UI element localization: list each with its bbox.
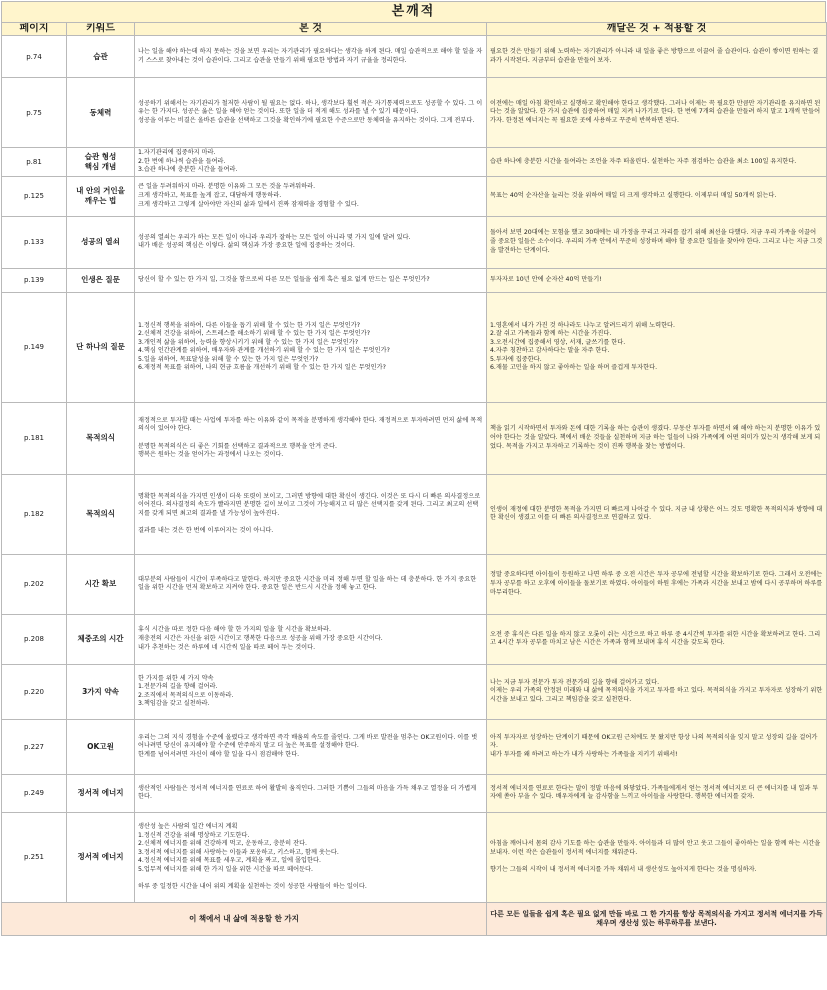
header-seen: 본 것	[135, 23, 487, 36]
keyword-cell: 단 하나의 질문	[67, 292, 135, 402]
sheet-title: 본깨적	[1, 1, 826, 22]
seen-cell: 1.자기관리에 집중하지 마라. 2.한 번에 하나씩 습관을 들여라. 3.습관 하나에 충분한 시간을 들여라.	[135, 148, 487, 177]
seen-cell: 생산성 높은 사람의 일간 에너지 계획 1.정신적 건강을 위해 명상하고 기도한다. 2.신체적 에너지를 위해 건강하게 먹고, 운동하고, 충분히 잔다. 3.정서적 에너지를 위해 사랑하는 이들과 포옹하고, 키스하고, 함께 웃는다. 4.정신적 에너지를 위해 목표를 세우고, 계획을 짜고, 일에 몰입한다. 5.업무적 에너지를 위해 한 가지 일을 위한 시간을 따로 떼어둔다. 하루 중 일정한 시간을 내어 위의 계획을 실천하는 것이 성공한 사람들이 하는 일이다.	[135, 812, 487, 902]
insight-cell: 이전에는 매일 아침 확인하고 실행하고 확인해야 한다고 생각했다. 그러나 이제는 꼭 필요한 만큼만 자기관리를 유지하면 된다는 것을 알았다. 한 가지 습관에 집중하여 매일 지켜 나가기로 한다. 한 번에 7개의 습관을 만들려 하지 말고 1개씩 만들어 가자. 한정된 에너지는 꼭 필요한 곳에 사용하고 꾸준히 반복하면 된다.	[487, 78, 827, 148]
insight-cell: 책을 읽기 시작하면서 투자와 돈에 대한 기록을 하는 습관이 생겼다. 부동산 투자를 하면서 왜 해야 하는지 분명한 이유가 있어야 한다는 것을 알았다. 책에서 배운 것들을 실천하며 지금 하는 일들이 나와 가족에게 어떤 의미가 있는지 생각해 보게 되었다. 목적을 가지고 투자하고 기록하는 것이 진짜 행복을 찾는 방법이다.	[487, 402, 827, 474]
page-cell: p.182	[2, 474, 67, 554]
insight-cell: 정말 중요하다면 아이들이 등원하고 나면 하루 중 오전 시간은 투자 공부에 전념할 시간을 확보하기로 한다. 그래서 오전에는 투자 공부를 하고 오후에 아이들을 돌보기로 하였다. 아이들이 하원 후에는 가족과 시간을 보내고 밤에 다시 공부하며 하루를 마무리한다.	[487, 554, 827, 614]
insight-cell: 필요한 것은 만들기 위해 노력하는 자기관리가 아니라 내 일을 좋은 방향으로 이끌어 줄 습관이다. 습관이 쌓이면 원하는 결과가 시작된다. 지금부터 습관을 만들어 보자.	[487, 36, 827, 78]
notes-table	[1, 22, 827, 936]
keyword-cell: 시간 확보	[67, 554, 135, 614]
book-note-sheet	[1, 1, 826, 936]
seen-cell: 명확한 목적의식을 가지면 인생이 더욱 또렷이 보이고, 그러면 방향에 대한 확신이 생긴다. 이것은 또 다시 더 빠른 의사결정으로 이어진다. 의사결정의 속도가 빨라지면 분명한 길이 보이고 그것이 가능해지고 더 많은 선택지를 갖게 된다. 그리고 최고의 선택지를 갖게 되면 최고의 결과를 낼 가능성이 높아진다. 결과를 내는 것은 한 번에 이루어지는 것이 아니다.	[135, 474, 487, 554]
header-page: 페이지	[2, 23, 67, 36]
seen-cell: 휴식 시간을 따로 정한 다음 해야 할 한 가지의 일을 할 시간을 확보하라. 재충전의 시간은 자신을 위한 시간이고 행복한 다음으로 성공을 위해 가장 중요한 시간이다. 내가 추천하는 것은 하루에 네 시간씩 일을 따로 떼어 두는 것이다.	[135, 614, 487, 664]
seen-cell: 나는 일을 해야 하는데 하지 못하는 것을 보면 우리는 자기관리가 필요하다는 생각을 하게 된다. 매일 습관적으로 해야 할 일을 자기 스스로 찾아내는 것이 습관이다. 그리고 습관을 만들기 위해 필요한 방법과 자기 규율을 정리한다.	[135, 36, 487, 78]
seen-cell: 생산적인 사람들은 정서적 에너지를 연료로 하여 활발히 움직인다. 그러한 기쁨이 그들의 마음을 가득 채우고 열정을 더 가볍게 한다.	[135, 774, 487, 812]
seen-cell: 재정적으로 투자할 때는 사업에 투자를 하는 이유와 같이 목적을 분명하게 생각해야 한다. 재정적으로 투자하려면 먼저 삶에 목적의식이 있어야 한다. 분명한 목적의식은 더 좋은 기회를 선택하고 결과적으로 행복을 안겨 준다. 행복은 원하는 것을 얻어가는 과정에서 나오는 것이다.	[135, 402, 487, 474]
footer-text: 다른 모든 일들을 쉽게 혹은 필요 없게 만들 바로 그 한 가지를 항상 목적의식을 가지고 정서적 에너지를 가득 채우며 생산성 있는 하루하루를 보낸다.	[487, 902, 827, 935]
keyword-cell: 습관 형성 핵심 개념	[67, 148, 135, 177]
seen-cell: 1.정신적 행복을 위하여, 다른 이들을 돕기 위해 할 수 있는 한 가지 일은 무엇인가? 2.신체적 건강을 위하여, 스트레스를 해소하기 위해 할 수 있는 한 가지 일은 무엇인가? 3.개인적 삶을 위하여, 능력을 향상시키기 위해 할 수 있는 한 가지 일은 무엇인가? 4.핵심 인간관계를 위하여, 배우자와 관계를 개선하기 위해 할 수 있는 한 가지 일은 무엇인가? 5.일을 위하여, 목표달성을 위해 할 수 있는 한 가지 일은 무엇인가? 6.재정적 목표를 위하여, 나의 현금 흐름을 개선하기 위해 할 수 있는 한 가지 일은 무엇인가?	[135, 292, 487, 402]
keyword-cell: OK고원	[67, 719, 135, 774]
insight-cell: 정서적 에너지를 연료로 한다는 말이 정말 마음에 와닿았다. 가족들에게서 얻는 정서적 에너지로 더 큰 에너지를 내 일과 투자에 쏟아 부을 수 있다. 배우자에게 늘 감사함을 느끼고 아이들을 사랑한다. 행복한 에너지를 갖자.	[487, 774, 827, 812]
page-cell: p.133	[2, 216, 67, 268]
insight-cell: 인생이 재정에 대한 분명한 목적을 가지면 더 빠르게 나아갈 수 있다. 지금 내 상황은 어느 것도 명확한 목적의식과 방향에 대한 확신이 생겼고 이를 더 빠른 의사결정으로 연결하고 있다.	[487, 474, 827, 554]
table-row	[2, 614, 827, 664]
seen-cell: 당신이 할 수 있는 한 가지 일, 그것을 함으로써 다른 모든 일들을 쉽게 혹은 필요 없게 만드는 일은 무엇인가?	[135, 268, 487, 292]
page-cell: p.149	[2, 292, 67, 402]
table-row	[2, 268, 827, 292]
seen-cell: 성공의 열쇠는 우리가 하는 모든 일이 아니라 우리가 잘하는 모든 일이 아니라 몇 가지 일에 달려 있다. 내가 배운 성공의 핵심은 이렇다. 삶의 핵심과 가장 중요한 일에 집중하는 것이다.	[135, 216, 487, 268]
table-row	[2, 402, 827, 474]
page-cell: p.125	[2, 176, 67, 216]
page-cell: p.249	[2, 774, 67, 812]
table-row	[2, 216, 827, 268]
page-cell: p.81	[2, 148, 67, 177]
table-row	[2, 664, 827, 719]
keyword-cell: 습관	[67, 36, 135, 78]
seen-cell: 대부분의 사람들이 시간이 부족하다고 말한다. 하지만 중요한 시간을 미리 정해 두면 할 일을 하는 데 충분하다. 한 가지 중요한 일을 위한 시간을 먼저 확보하고 지켜야 한다. 중요한 일은 반드시 시간을 정해 놓고 한다.	[135, 554, 487, 614]
insight-cell: 목표는 40억 순자산을 늘리는 것을 위하여 매일 더 크게 생각하고 실행한다. 이제부터 매일 50개씩 읽는다.	[487, 176, 827, 216]
table-row	[2, 812, 827, 902]
keyword-cell: 성공의 열쇠	[67, 216, 135, 268]
page-cell: p.74	[2, 36, 67, 78]
header-insight: 깨달은 것 + 적용할 것	[487, 23, 827, 36]
seen-cell: 성공하기 위해서는 자기관리가 철저한 사람이 될 필요는 없다. 하나, 생각보다 훨씬 적은 자기통제력으로도 성공할 수 있다. 그 이유는 한 가지다. 성공은 옳은 일을 해야 얻는 것이다. 또한 일을 더 적게 해도 성과를 낼 수 있기 때문이다. 성공을 이루는 비결은 올바른 습관을 선택하고 그것을 확인하기에 필요한 수준으로만 동체력을 유지하는 것이다. 그게 전부다.	[135, 78, 487, 148]
footer-label: 이 책에서 내 삶에 적용할 한 가지	[2, 902, 487, 935]
header-keyword: 키워드	[67, 23, 135, 36]
keyword-cell: 3가지 약속	[67, 664, 135, 719]
insight-cell: 투자자로 10년 안에 순자산 40억 만들기!	[487, 268, 827, 292]
page-cell: p.202	[2, 554, 67, 614]
table-row	[2, 292, 827, 402]
insight-cell: 습관 하나에 충분한 시간을 들여라는 조언을 자주 떠올린다. 실천하는 자주 점검하는 습관을 최소 100일 유지한다.	[487, 148, 827, 177]
footer-row	[2, 902, 827, 935]
header-row	[2, 23, 827, 36]
insight-cell: 오전 중 휴식은 다른 일을 하지 않고 오롯이 쉬는 시간으로 하고 하루 중 4시간씩 투자를 위한 시간을 확보하려고 한다. 그리고 4시간 투자 공부를 마치고 남은 시간은 가족과 함께 보내며 휴식 시간을 갖도록 한다.	[487, 614, 827, 664]
seen-cell: 우리는 그의 지식 경험을 수준에 올렸다고 생각하면 즉각 배움의 속도를 줄인다. 그게 바로 발전을 멈추는 OK고원이다. 이를 벗어나려면 당신이 유지해야 할 수준에 안주하지 말고 더 높은 목표를 설정해야 한다. 한계를 넘어서려면 자신이 해야 할 일을 다시 점검해야 한다.	[135, 719, 487, 774]
page-cell: p.75	[2, 78, 67, 148]
insight-cell: 아침을 깨어나서 몸의 감사 기도를 하는 습관을 만들자. 아이들과 더 많이 안고 웃고 그들이 좋아하는 일을 함께 하는 시간을 보내자. 이런 작은 습관들이 정서적 에너지를 채워준다. 향기는 그들의 시작이 내 정서적 에너지를 가득 채워서 내 생산성도 높아지게 한다는 것을 명심하자.	[487, 812, 827, 902]
table-row	[2, 774, 827, 812]
keyword-cell: 정서적 에너지	[67, 774, 135, 812]
table-row	[2, 36, 827, 78]
table-row	[2, 554, 827, 614]
table-row	[2, 78, 827, 148]
insight-cell: 나는 지금 투자 전문가 투자 전문가의 길을 향해 걸어가고 있다. 이제는 우리 가족의 안정된 미래와 내 삶에 목적의식을 가지고 투자를 하고 있다. 목적의식을 가지고 투자자로 성장하기 위한 시간을 보내고 있다. 그리고 책임감을 갖고 실천한다.	[487, 664, 827, 719]
page-cell: p.181	[2, 402, 67, 474]
page-cell: p.251	[2, 812, 67, 902]
keyword-cell: 체중조의 시간	[67, 614, 135, 664]
seen-cell: 한 가지를 위한 세 가지 약속 1.전문가의 길을 향해 걸어라. 2.조직에서 목적의식으로 이동하라. 3.책임감을 갖고 실천하라.	[135, 664, 487, 719]
insight-cell: 1.영혼에서 내가 가진 것 하나라도 나누고 알려드리기 위해 노력한다. 2.잘 쉬고 가족들과 함께 하는 시간을 가진다. 3.오전시간에 집중해서 영상, 서재, 글쓰기를 한다. 4.자주 칭찬하고 감사하다는 말을 자주 한다. 5.투자에 집중한다. 6.재물 고민을 하지 않고 좋아하는 일을 하며 즐겁게 투자한다.	[487, 292, 827, 402]
page-cell: p.139	[2, 268, 67, 292]
page-cell: p.220	[2, 664, 67, 719]
table-row	[2, 176, 827, 216]
page-cell: p.208	[2, 614, 67, 664]
seen-cell: 큰 일을 두려워하지 마라. 분명한 이유와 그 모든 것을 두려워하라. 크게 생각하고, 목표를 높게 잡고, 대담하게 행동하라. 크게 생각하고 그렇게 살아야만 자신의 삶과 일에서 진짜 잠재력을 경험할 수 있다.	[135, 176, 487, 216]
table-row	[2, 148, 827, 177]
keyword-cell: 목적의식	[67, 474, 135, 554]
keyword-cell: 목적의식	[67, 402, 135, 474]
insight-cell: 돌아서 보면 20대에는 모험을 했고 30대에는 내 가정을 꾸리고 자리를 잡기 위해 최선을 다했다. 지금 우리 가족을 이끌어 줄 중요한 일들은 소수이다. 우리의 가족 안에서 꾸준히 성장하며 해야 할 중요한 일들을 찾아야 한다. 그리고 나는 지금 그것을 발견하는 단계이다.	[487, 216, 827, 268]
page-cell: p.227	[2, 719, 67, 774]
keyword-cell: 정서적 에너지	[67, 812, 135, 902]
keyword-cell: 동체력	[67, 78, 135, 148]
insight-cell: 아직 투자자로 성장하는 단계이기 때문에 OK고원 근처에도 못 왔지만 항상 나의 목적의식을 잊지 말고 성장의 길을 걸어가자. 내가 투자를 왜 하려고 하는가 내가 사랑하는 가족들을 지키기 위해서!	[487, 719, 827, 774]
keyword-cell: 인생은 질문	[67, 268, 135, 292]
table-row	[2, 474, 827, 554]
table-row	[2, 719, 827, 774]
keyword-cell: 내 안의 거인을 깨우는 법	[67, 176, 135, 216]
